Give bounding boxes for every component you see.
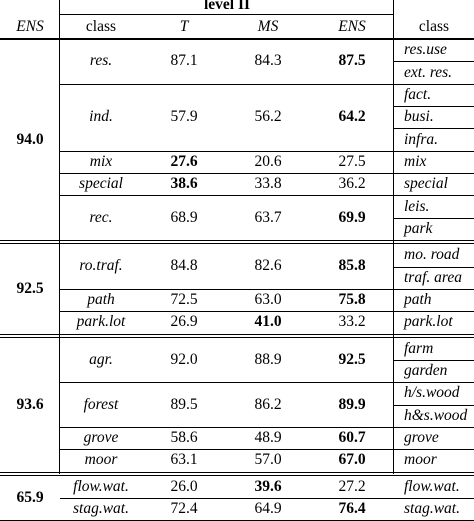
- level-iii-class-cell: mo. road: [404, 246, 460, 264]
- ms-score-cell: 33.8: [254, 175, 282, 193]
- ms-score-cell: 41.0: [254, 313, 282, 331]
- level-iii-class-cell: leis.: [404, 197, 430, 215]
- ens-score-cell: 92.5: [338, 350, 366, 368]
- ms-score-cell: 56.2: [254, 108, 282, 126]
- t-score-cell: 57.9: [170, 108, 198, 126]
- t-score-cell: 63.1: [170, 451, 198, 469]
- t-score-cell: 26.0: [170, 477, 198, 495]
- level-ii-class-cell: ro.traf.: [79, 257, 123, 275]
- level-iii-class-cell: garden: [404, 362, 448, 380]
- ms-score-cell: 20.6: [254, 152, 282, 170]
- t-score-cell: 27.6: [170, 152, 198, 170]
- rule: [0, 334, 474, 335]
- level-ii-class-cell: flow.wat.: [73, 477, 129, 495]
- level-i-ens-cell: 92.5: [16, 279, 44, 297]
- level-ii-class-cell: ind.: [89, 108, 113, 126]
- level-ii-class-cell: path: [87, 291, 115, 309]
- level-ii-class-cell: special: [79, 175, 123, 193]
- col-header-ens-level-i: ENS: [16, 18, 44, 35]
- ms-score-cell: 63.7: [254, 208, 282, 226]
- level-iii-class-cell: mix: [404, 152, 427, 170]
- level-iii-class-cell: h&s.wood: [404, 406, 468, 424]
- ens-score-cell: 85.8: [338, 257, 366, 275]
- rule: [0, 472, 474, 473]
- t-score-cell: 84.8: [170, 257, 198, 275]
- level-iii-class-cell: infra.: [404, 130, 439, 148]
- t-score-cell: 87.1: [170, 52, 198, 70]
- ens-score-cell: 27.2: [338, 477, 366, 495]
- level-ii-class-cell: moor: [84, 451, 118, 469]
- t-score-cell: 89.5: [170, 395, 198, 413]
- level-iii-class-cell: park.lot: [404, 313, 453, 331]
- t-score-cell: 92.0: [170, 350, 198, 368]
- ms-score-cell: 64.9: [254, 500, 282, 518]
- col-header-ms: MS: [257, 18, 279, 35]
- level-i-ens-cell: 93.6: [16, 395, 44, 413]
- level-ii-class-cell: rec.: [89, 208, 113, 226]
- level-iii-class-cell: flow.wat.: [404, 477, 460, 495]
- ens-score-cell: 69.9: [338, 208, 366, 226]
- level-iii-class-cell: farm: [404, 339, 434, 357]
- ens-score-cell: 64.2: [338, 108, 366, 126]
- ens-score-cell: 67.0: [338, 451, 366, 469]
- ms-score-cell: 63.0: [254, 291, 282, 309]
- t-score-cell: 72.5: [170, 291, 198, 309]
- level-i-ens-cell: 65.9: [16, 488, 44, 506]
- col-header-t: T: [179, 18, 189, 35]
- level-ii-class-cell: park.lot: [76, 313, 126, 331]
- rule: [60, 14, 394, 15]
- ens-score-cell: 27.5: [338, 152, 366, 170]
- level-iii-class-cell: res.use: [404, 41, 447, 59]
- col-header-class-level-iii: class: [418, 18, 450, 35]
- level-ii-class-cell: grove: [83, 429, 119, 447]
- level-ii-class-cell: res.: [89, 52, 113, 70]
- ms-score-cell: 82.6: [254, 257, 282, 275]
- ens-score-cell: 60.7: [338, 429, 366, 447]
- level-iii-class-cell: park: [404, 219, 433, 237]
- level-iii-class-cell: fact.: [404, 85, 432, 103]
- ens-score-cell: 36.2: [338, 175, 366, 193]
- ens-score-cell: 33.2: [338, 313, 366, 331]
- level-ii-header: level II: [203, 0, 251, 13]
- level-ii-class-cell: forest: [83, 395, 119, 413]
- level-i-ens-cell: 94.0: [16, 130, 44, 148]
- level-iii-class-cell: moor: [404, 451, 437, 469]
- level-ii-class-cell: mix: [89, 152, 113, 170]
- level-iii-class-cell: path: [404, 291, 432, 309]
- t-score-cell: 38.6: [170, 175, 198, 193]
- level-iii-class-cell: busi.: [404, 108, 434, 126]
- ens-score-cell: 76.4: [338, 500, 366, 518]
- level-ii-class-cell: agr.: [89, 350, 113, 368]
- ms-score-cell: 57.0: [254, 451, 282, 469]
- t-score-cell: 68.9: [170, 208, 198, 226]
- level-iii-class-cell: grove: [404, 429, 439, 447]
- level-iii-class-cell: h/s.wood: [404, 384, 460, 402]
- t-score-cell: 26.9: [170, 313, 198, 331]
- level-iii-class-cell: special: [404, 175, 448, 193]
- ens-score-cell: 89.9: [338, 395, 366, 413]
- level-ii-class-cell: stag.wat.: [73, 500, 129, 518]
- ms-score-cell: 48.9: [254, 429, 282, 447]
- rule: [0, 240, 474, 241]
- ens-score-cell: 75.8: [338, 291, 366, 309]
- level-iii-class-cell: ext. res.: [404, 63, 453, 81]
- ens-score-cell: 87.5: [338, 52, 366, 70]
- ms-score-cell: 88.9: [254, 350, 282, 368]
- ms-score-cell: 86.2: [254, 395, 282, 413]
- t-score-cell: 58.6: [170, 429, 198, 447]
- ms-score-cell: 39.6: [254, 477, 282, 495]
- ms-score-cell: 84.3: [254, 52, 282, 70]
- level-iii-class-cell: traf. area: [404, 268, 462, 286]
- t-score-cell: 72.4: [170, 500, 198, 518]
- level-iii-class-cell: stag.wat.: [404, 500, 460, 518]
- col-header-ens-level-ii: ENS: [338, 18, 366, 35]
- col-header-class-level-ii: class: [85, 18, 117, 35]
